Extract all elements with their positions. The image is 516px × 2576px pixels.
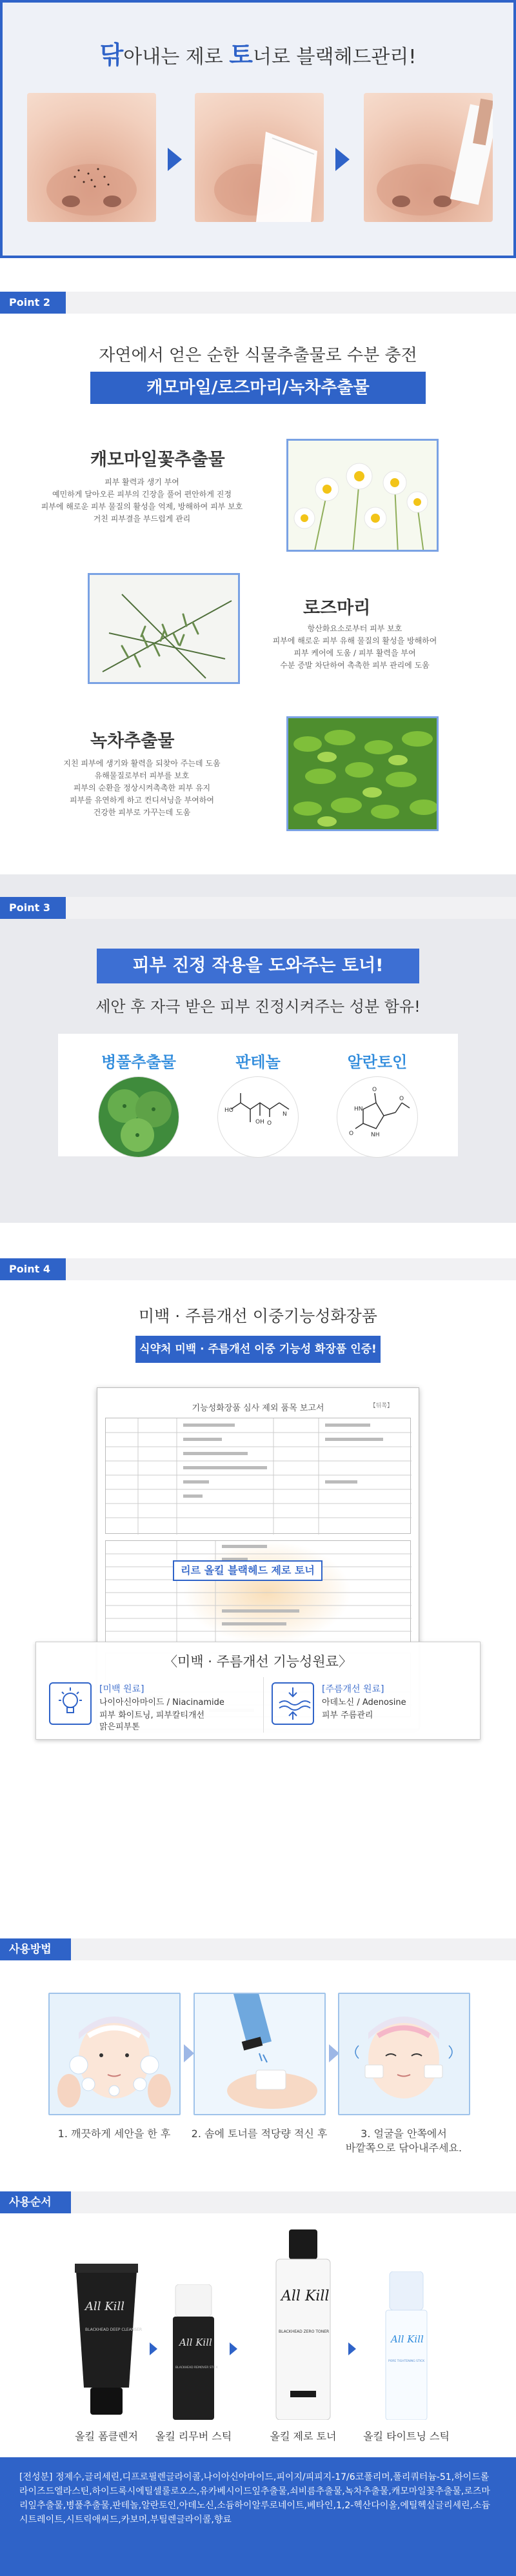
- full-ingredients-list: [전성분] 정제수,글리세린,디프로필렌글라이콜,나이아신아마이드,피이지/피피지-17/6코폴리머,폴리쿼터늄-51,하이드롤라이즈드엘라스틴,하이드록시에틸셀룰로오스,유카베시이드잎추출물,쇠비름추출물,녹차추출물,캐모마일꽃추출물,로즈마리잎추출물,병풀추출물,판테놀,알란토인,아데노신,소듐하이알루로네이트,베타인,1,2-헥산다이올,에틸헥실글리세린,소듐시트레이트,시트릭애씨드,카보머,부틸렌글라이콜,향료: [0, 2457, 516, 2576]
- tightening-stick-product: [381, 2271, 432, 2420]
- point2-bar: [0, 292, 516, 314]
- centella-photo: [98, 1076, 179, 1158]
- herb-desc-chamomile: 피부 활력과 생기 부여 예민하게 달아오른 피부의 긴장을 풀어 편안하게 진정 피부에 해로운 피부 물질의 활성을 억제, 방해하여 피부 보호 거친 피부결을 부드럽게 관리: [41, 478, 243, 523]
- svg-text:N: N: [283, 1111, 287, 1118]
- product-label-3: 올킬 제로 토너: [270, 2430, 337, 2442]
- whitening-label: [미백 원료]: [99, 1684, 144, 1695]
- whitening-desc-2: 맑은피부톤: [99, 1722, 140, 1732]
- panel-divider: [263, 1677, 264, 1733]
- product-4-sub: PORE TIGHTENING STICK: [388, 2360, 425, 2363]
- ingredient-name-centella: 병풀추출물: [101, 1053, 176, 1071]
- product-3-sub: BLACKHEAD ZERO TONER: [279, 2329, 330, 2334]
- doc-table-top: [105, 1418, 411, 1534]
- point3-tag: Point 3: [0, 897, 66, 919]
- product-1-sub: BLACKHEAD DEEP CLEANSER: [85, 2328, 142, 2332]
- point4-headline: 미백 · 주름개선 이중기능성화장품: [139, 1307, 377, 1325]
- svg-text:O: O: [267, 1120, 272, 1127]
- point2-headline: 자연에서 얻은 순한 식물추출물로 수분 충전: [99, 346, 417, 365]
- point3-banner: 피부 진정 작용을 도와주는 토너!: [97, 949, 419, 983]
- svg-text:O: O: [399, 1096, 404, 1102]
- hero-title-part-1: 아내는 제로: [123, 46, 230, 68]
- overlay-title: 〈미백 · 주름개선 기능성원료〉: [164, 1654, 352, 1669]
- svg-text:OH: OH: [255, 1119, 264, 1125]
- order-tag: 사용순서: [0, 2191, 71, 2213]
- greentea-photo: [286, 716, 439, 831]
- point2-banner: 캐모마일/로즈마리/녹차추출물: [90, 372, 426, 404]
- remover-stick-product: [168, 2284, 219, 2420]
- point4-banner: 식약처 미백 · 주름개선 이중 기능성 화장품 인증!: [135, 1336, 381, 1363]
- usage-tag: 사용방법: [0, 1938, 71, 1960]
- hero-title: [3, 35, 513, 70]
- panthenol-structure-icon: [217, 1076, 299, 1158]
- usage-step-1: 1. 깨끗하게 세안을 한 후: [57, 2128, 171, 2140]
- zero-toner-product: [271, 2229, 335, 2420]
- ingredient-name-panthenol: 판테놀: [235, 1053, 281, 1071]
- product-label-2: 올킬 리무버 스틱: [155, 2430, 232, 2442]
- product-label-1: 올킬 폼클렌저: [75, 2430, 138, 2442]
- arrow-right-icon: [335, 148, 350, 171]
- order-arrow-icon: [150, 2342, 157, 2355]
- product-2-brand: All Kill: [179, 2337, 212, 2348]
- herb-title-chamomile: 캐모마일꽃추출물: [90, 450, 225, 470]
- whitening-ingredient: 나이아신아마이드 / Niacinamide: [99, 1698, 224, 1707]
- point4-bar: [0, 1258, 516, 1280]
- svg-text:NH: NH: [371, 1132, 380, 1138]
- product-1-brand: All Kill: [85, 2300, 124, 2313]
- allantoin-structure-icon: [337, 1076, 418, 1158]
- functional-ingredients-panel: [35, 1642, 481, 1740]
- hero-title-accent-1: 닦: [99, 41, 124, 69]
- wrinkle-care-icon: [272, 1682, 314, 1725]
- order-bar: [0, 2191, 516, 2213]
- wrinkle-desc-1: 피부 주름관리: [322, 1711, 373, 1720]
- hero-title-accent-2: 토: [229, 41, 253, 69]
- toner-cotton-illustration: [194, 1993, 326, 2115]
- step-arrow-icon: [184, 2044, 194, 2062]
- usage-step-3: 3. 얼굴을 안쪽에서 바깥쪽으로 닦아내주세요.: [345, 2128, 462, 2154]
- point3-subline: 세안 후 자극 받은 피부 진정시켜주는 성분 함유!: [95, 998, 421, 1016]
- herb-title-rosemary: 로즈마리: [303, 598, 371, 618]
- herb-title-greentea: 녹차추출물: [90, 731, 175, 751]
- svg-text:HO: HO: [224, 1107, 233, 1114]
- herb-desc-rosemary: 항산화요소로부터 피부 보호 피부에 해로운 피부 유해 물질의 활성을 방해하여 피부 케어에 도움 / 피부 활력을 부여 수분 증발 차단하여 촉촉한 피부 관리에 도움: [272, 624, 437, 670]
- hero-title-part-2: 너로 블랙헤드관리!: [253, 46, 417, 68]
- ingredient-name-allantoin: 알란토인: [347, 1053, 408, 1071]
- wrinkle-ingredient: 아데노신 / Adenosine: [322, 1698, 406, 1707]
- doc-title: 기능성화장품 심사 제외 품목 보고서: [192, 1404, 324, 1413]
- usage-bar: [0, 1938, 516, 1960]
- order-arrow-icon: [348, 2342, 356, 2355]
- nose-before-photo: [27, 93, 156, 222]
- hero-section: [0, 0, 516, 258]
- nose-after-photo: [364, 93, 493, 222]
- arrow-right-icon: [168, 148, 182, 171]
- whitening-desc-1: 피부 화이트닝, 피부칼티개선: [99, 1711, 205, 1720]
- lightbulb-icon: [49, 1682, 92, 1725]
- nose-wipe-photo: [195, 93, 324, 222]
- product-label-4: 올킬 타이트닝 스틱: [363, 2430, 450, 2442]
- chamomile-photo: [286, 439, 439, 552]
- svg-text:O: O: [372, 1087, 377, 1093]
- herb-desc-greentea: 지친 피부에 생기와 활력을 되찾아 주는데 도움 유해물질로부터 피부를 보호 피부의 순환을 정상시켜촉촉한 피부 유지 피부를 유연하게 하고 컨디셔닝을 부여하여 건강한 피부로 가꾸는데 도움: [63, 759, 221, 817]
- product-2-sub: BLACKHEAD REMOVER STICK: [175, 2366, 218, 2370]
- point2-tag: Point 2: [0, 292, 66, 314]
- foam-cleanser-product: [71, 2259, 142, 2420]
- wash-face-illustration: [48, 1993, 181, 2115]
- svg-text:O: O: [349, 1131, 354, 1137]
- rosemary-photo: [88, 573, 240, 684]
- doc-table-mid: [105, 1540, 411, 1644]
- point3-bar: [0, 897, 516, 919]
- product-3-brand: All Kill: [281, 2288, 330, 2304]
- product-4-brand: All Kill: [391, 2333, 424, 2345]
- point4-tag: Point 4: [0, 1258, 66, 1280]
- wrinkle-label: [주름개선 원료]: [322, 1684, 384, 1695]
- usage-step-2: 2. 솜에 토너를 적당량 적신 후: [191, 2128, 328, 2140]
- doc-badge: 【뒤쪽】: [370, 1403, 393, 1409]
- svg-text:HN: HN: [354, 1106, 363, 1112]
- doc-product-banner: 리르 올킬 블랙헤드 제로 토너: [173, 1560, 322, 1581]
- wipe-face-illustration: [338, 1993, 470, 2115]
- order-arrow-icon: [230, 2342, 237, 2355]
